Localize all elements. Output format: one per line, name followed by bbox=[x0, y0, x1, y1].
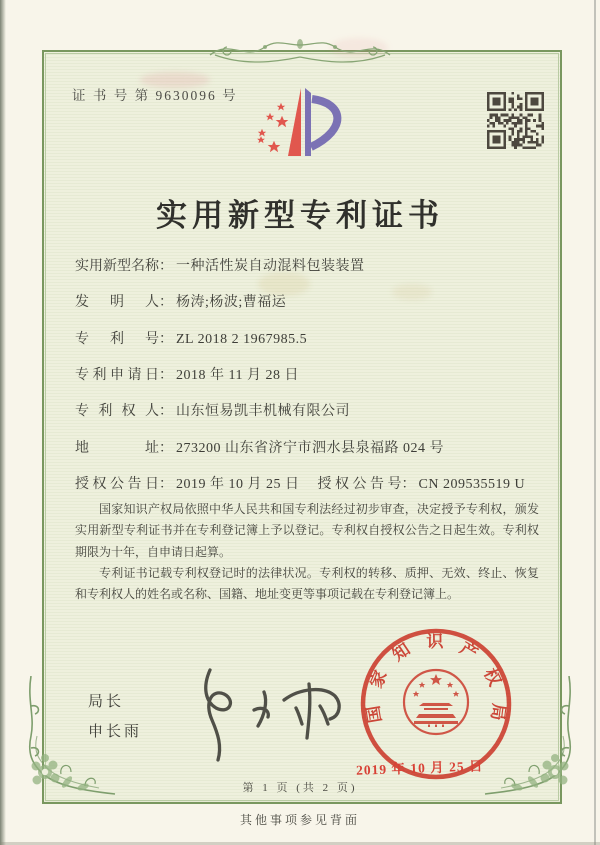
field-row-patentee bbox=[75, 400, 350, 420]
field-row-address bbox=[75, 437, 444, 457]
field-row-patent-number bbox=[75, 328, 307, 348]
field-value: ZL 2018 2 1967985.5 bbox=[176, 332, 308, 347]
field-value: CN 209535519 U bbox=[418, 477, 526, 492]
field-row-grant bbox=[75, 473, 525, 493]
field-value: 山东恒易凯丰机械有限公司 bbox=[176, 404, 350, 419]
director-signature-icon bbox=[172, 658, 352, 768]
border-ornament-top bbox=[205, 33, 395, 67]
certificate-number: 证 书 号 第 9630096 号 bbox=[72, 88, 238, 103]
colon: ： bbox=[159, 477, 173, 492]
legal-paragraph-2: 专利证书记载专利权登记时的法律状况。专利权的转移、质押、无效、终止、恢复和专利权人的姓名或名称、国籍、地址变更等事项记载在专利登记簿上。 bbox=[75, 566, 539, 602]
field-row-inventors bbox=[75, 291, 286, 311]
field-value: 杨涛;杨波;曹福运 bbox=[176, 295, 287, 310]
field-label: 发明人 bbox=[75, 295, 159, 310]
field-label: 实用新型名称 bbox=[75, 259, 159, 274]
back-note: 其他事项参见背面 bbox=[239, 813, 360, 827]
certificate-title: 实用新型专利证书 bbox=[156, 198, 444, 233]
scan-edge-left bbox=[0, 0, 6, 845]
colon: ： bbox=[159, 332, 173, 347]
field-row-utility-model-name bbox=[75, 255, 365, 275]
field-label: 授权公告号 bbox=[317, 477, 402, 492]
colon: ： bbox=[159, 295, 173, 310]
field-value: 2019 年 10 月 25 日 bbox=[176, 477, 300, 492]
field-label: 专利权人 bbox=[75, 404, 159, 419]
colon: ： bbox=[159, 441, 173, 456]
colon: ： bbox=[159, 259, 173, 274]
scan-edge-right bbox=[594, 0, 596, 845]
field-label: 授权公告日 bbox=[75, 477, 159, 492]
colon: ： bbox=[401, 477, 416, 492]
field-value: 一种活性炭自动混料包装装置 bbox=[176, 259, 365, 274]
director-name: 申长雨 bbox=[88, 724, 143, 740]
page-indicator: 第 1 页 (共 2 页) bbox=[242, 782, 358, 794]
field-label: 地址 bbox=[75, 441, 159, 456]
colon: ： bbox=[159, 404, 173, 419]
legal-text-block bbox=[75, 499, 539, 606]
colon: ： bbox=[159, 368, 173, 383]
director-title: 局长 bbox=[88, 694, 125, 710]
field-label: 专利号 bbox=[75, 332, 159, 347]
field-label: 专利申请日 bbox=[75, 368, 159, 383]
field-value: 2018 年 11 月 28 日 bbox=[176, 368, 299, 383]
seal-date: 2019 年 10 月 25 日 bbox=[355, 758, 484, 778]
field-grant-number bbox=[318, 473, 526, 493]
field-row-filing-date bbox=[75, 364, 299, 384]
legal-paragraph-1: 国家知识产权局依照中华人民共和国专利法经过初步审查，决定授予专利权，颁发实用新型专利证书并在专利登记簿上予以登记。专利权自授权公告之日起生效。专利权期限为十年，自申请日起算。 bbox=[75, 502, 539, 559]
qr-code-icon bbox=[487, 92, 544, 149]
field-value: 273200 山东省济宁市泗水县泉福路 024 号 bbox=[176, 441, 444, 456]
cnipa-patent-logo-icon bbox=[247, 84, 357, 166]
seal-text: 国家知识产权局 bbox=[363, 631, 509, 725]
